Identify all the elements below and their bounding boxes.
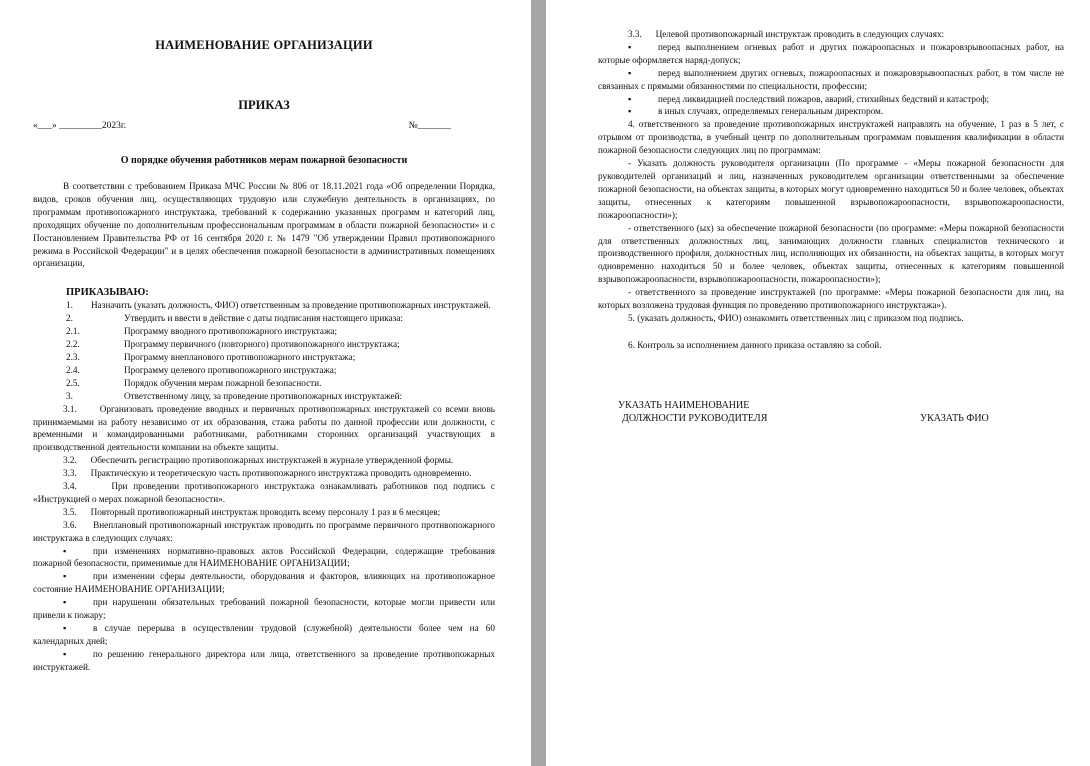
bullet-icon: ▪ (628, 67, 632, 78)
list-item: ▪ в случае перерыва в осуществлении трудовой (служебной) деятельности более чем на 60 календарных дней; (33, 623, 495, 646)
bullet-icon: ▪ (628, 41, 632, 52)
list-item: 2.2. Программу первичного (повторного) противопожарного инструктажа; (66, 339, 400, 350)
item-1: 1. Назначить (указать должность, ФИО) ответственным за проведение противопожарных инструктажей. (66, 300, 491, 311)
bullet-icon: ▪ (63, 623, 67, 633)
item-3-6: 3.6. Внеплановый противопожарный инструктаж проводить по программе первичного противопожарного инструктажа в следующих случаях: (33, 519, 498, 543)
list-item: 2.4. Программу целевого противопожарного инструктажа; (66, 364, 337, 375)
item-3-3-bullets (598, 41, 1064, 118)
bullet-icon: ▪ (628, 93, 632, 104)
page-gap (531, 0, 546, 766)
bullet-icon: ▪ (63, 648, 67, 659)
preamble-paragraph: В соответствии с требованием Приказа МЧС России № 806 от 18.11.2021 года «Об определении Порядка, видов, сроков обучения лиц, осуществляющих трудовую или служебную деятельность в организациях, по программам противопожарного инструктажа, требований к содержанию указанных программ и категорий лиц, проходящих обучение по дополнительным профессиональным программам в области пожарной безопасности» и с Постановлением Правительства РФ от 16 сентября 2020 г. № 1479 "Об утверждении Правил противопожарного режима в Российской Федерации" и в целях обеспечения пожарной безопасности в административных помещениях организации, (33, 181, 495, 269)
bullet-icon: ▪ (63, 597, 67, 608)
training-item-fire-safety: - ответственного (ых) за обеспечение пожарной безопасности (по программе: «Меры пожарной безопасности для ответственных должностных лиц, занимающих должности главных специалистов технического и производственного профиля, должностных лиц, исполняющих их обязанности, на объектах защиты, в которых могут одновременно находиться 50 и более человек, объектах защиты, отнесенных к категориям повышенной взрывопожароопасности, взрывопожароопасности, пожароопасности»); (598, 222, 1064, 285)
document-page-right (546, 0, 1090, 766)
item-3: 3. Ответственному лицу, за проведение противопожарных инструктажей: (66, 390, 403, 401)
bullet-icon: ▪ (63, 571, 67, 582)
training-item-instructor: - ответственного за проведение инструктажей (по программе: «Меры пожарной безопасности для лиц, на которых возложена трудовая функция по проведению противопожарного инструктажа»). (598, 287, 1064, 311)
item-3-1: 3.1. Организовать проведение вводных и первичных противопожарных инструктажей со всеми вновь принимаемыми на работу независимо от их образования, стажа работы по данной профессии или должности, с временными и командированными работниками, работниками сторонних организаций участвующих в производственной деятельности компании на объекте защиты. (33, 403, 498, 453)
organization-name: НАИМЕНОВАНИЕ ОРГАНИЗАЦИИ (155, 38, 373, 52)
bullet-icon: ▪ (63, 545, 67, 556)
list-item: ▪ перед выполнением огневых работ и других пожароопасных и пожаровзрывоопасных работ, на которые оформляется наряд-допуск; (598, 41, 1064, 65)
document-page-left (0, 0, 531, 766)
item-6: 6. Контроль за исполнением данного приказа оставляю за собой. (628, 339, 882, 350)
order-date: «___» _________2023г. (33, 121, 127, 131)
training-item-director: - Указать должность руководителя организации (По программе - «Меры пожарной безопасности для руководителей организаций и лиц, назначенных руководителем организации ответственными за обеспечение пожарной безопасности, на объектах защиты, в которых могут одновременно находиться 50 и более человек, объектах защиты, отнесенных к категориям повышенной взрывопожароопасности, взрывопожароопасности, пожароопасности»); (598, 158, 1064, 220)
order-number: №_______ (408, 121, 451, 131)
list-item: ▪ в иных случаях, определяемых генеральным директором. (628, 106, 884, 117)
list-item: ▪ по решению генерального директора или лица, ответственного за проведение противопожарных инструктажей. (33, 648, 495, 672)
prikazyvayu-heading: ПРИКАЗЫВАЮ: (66, 287, 149, 299)
item-3-5: 3.5. Повторный противопожарный инструктаж проводить всему персоналу 1 раз в 6 месяцев; (63, 506, 441, 517)
signature-name: УКАЗАТЬ ФИО (920, 412, 989, 424)
item-3-4: 3.4. При проведении противопожарного инструктажа ознакамливать работников под подпись с «Инструкцией о мерах пожарной безопасности». (33, 481, 498, 504)
item-3-6-bullets (33, 545, 495, 674)
signature-block (598, 399, 1064, 425)
item-2-sublist (33, 325, 495, 390)
signature-position: УКАЗАТЬ НАИМЕНОВАНИЕ ДОЛЖНОСТИ РУКОВОДИТЕЛЯ (618, 399, 768, 424)
list-item: ▪ при изменении сферы деятельности, оборудования и факторов, влияющих на противопожарное состояние НАИМЕНОВАНИЕ ОРГАНИЗАЦИИ; (33, 571, 495, 595)
item-3-3: 3.3. Практическую и теоретическую часть противопожарного инструктажа проводить одновременно. (63, 468, 472, 479)
list-item: 2.1. Программу вводного противопожарного инструктажа; (66, 326, 337, 337)
order-title: ПРИКАЗ (238, 98, 290, 112)
item-5: 5. (указать должность, ФИО) ознакомить ответственных лиц с приказом под подпись. (628, 312, 964, 323)
item-4: 4. ответственного за проведение противопожарных инструктажей направлять на обучение, 1 раз в 5 лет, с отрывом от производства, в учебный центр по дополнительным программам повышения квалификации в области пожарной безопасности следующих лиц по программам: (598, 119, 1064, 156)
bullet-icon: ▪ (628, 106, 632, 117)
list-item: ▪ при нарушении обязательных требований пожарной безопасности, которые могли привести или привели к пожару; (33, 597, 495, 621)
list-item: ▪ перед выполнением других огневых, пожароопасных и пожаровзрывоопасных работ, в том числе не связанных с прямыми обязанностями по специальности, профессии; (598, 67, 1064, 91)
item-3-2: 3.2. Обеспечить регистрацию противопожарных инструктажей в журнале утвержденной формы. (63, 455, 454, 466)
list-item: 2.3. Программу внепланового противопожарного инструктажа; (66, 351, 356, 362)
order-subject: О порядке обучения работников мерам пожарной безопасности (120, 155, 408, 166)
item-3-3-target: 3.3. Целевой противопожарный инструктаж проводить в следующих случаях: (628, 29, 945, 39)
list-item: ▪ перед ликвидацией последствий пожаров, аварий, стихийных бедствий и катастроф; (628, 93, 990, 104)
item-2: 2. Утвердить и ввести в действие с даты подписания настоящего приказа: (66, 313, 403, 324)
date-number-line (33, 121, 451, 131)
list-item: ▪ при изменениях нормативно-правовых актов Российской Федерации, содержащие требования пожарной безопасности, применимые для НАИМЕНОВАНИЕ ОРГАНИЗАЦИИ; (33, 545, 495, 569)
list-item: 2.5. Порядок обучения мерам пожарной безопасности. (66, 377, 322, 388)
